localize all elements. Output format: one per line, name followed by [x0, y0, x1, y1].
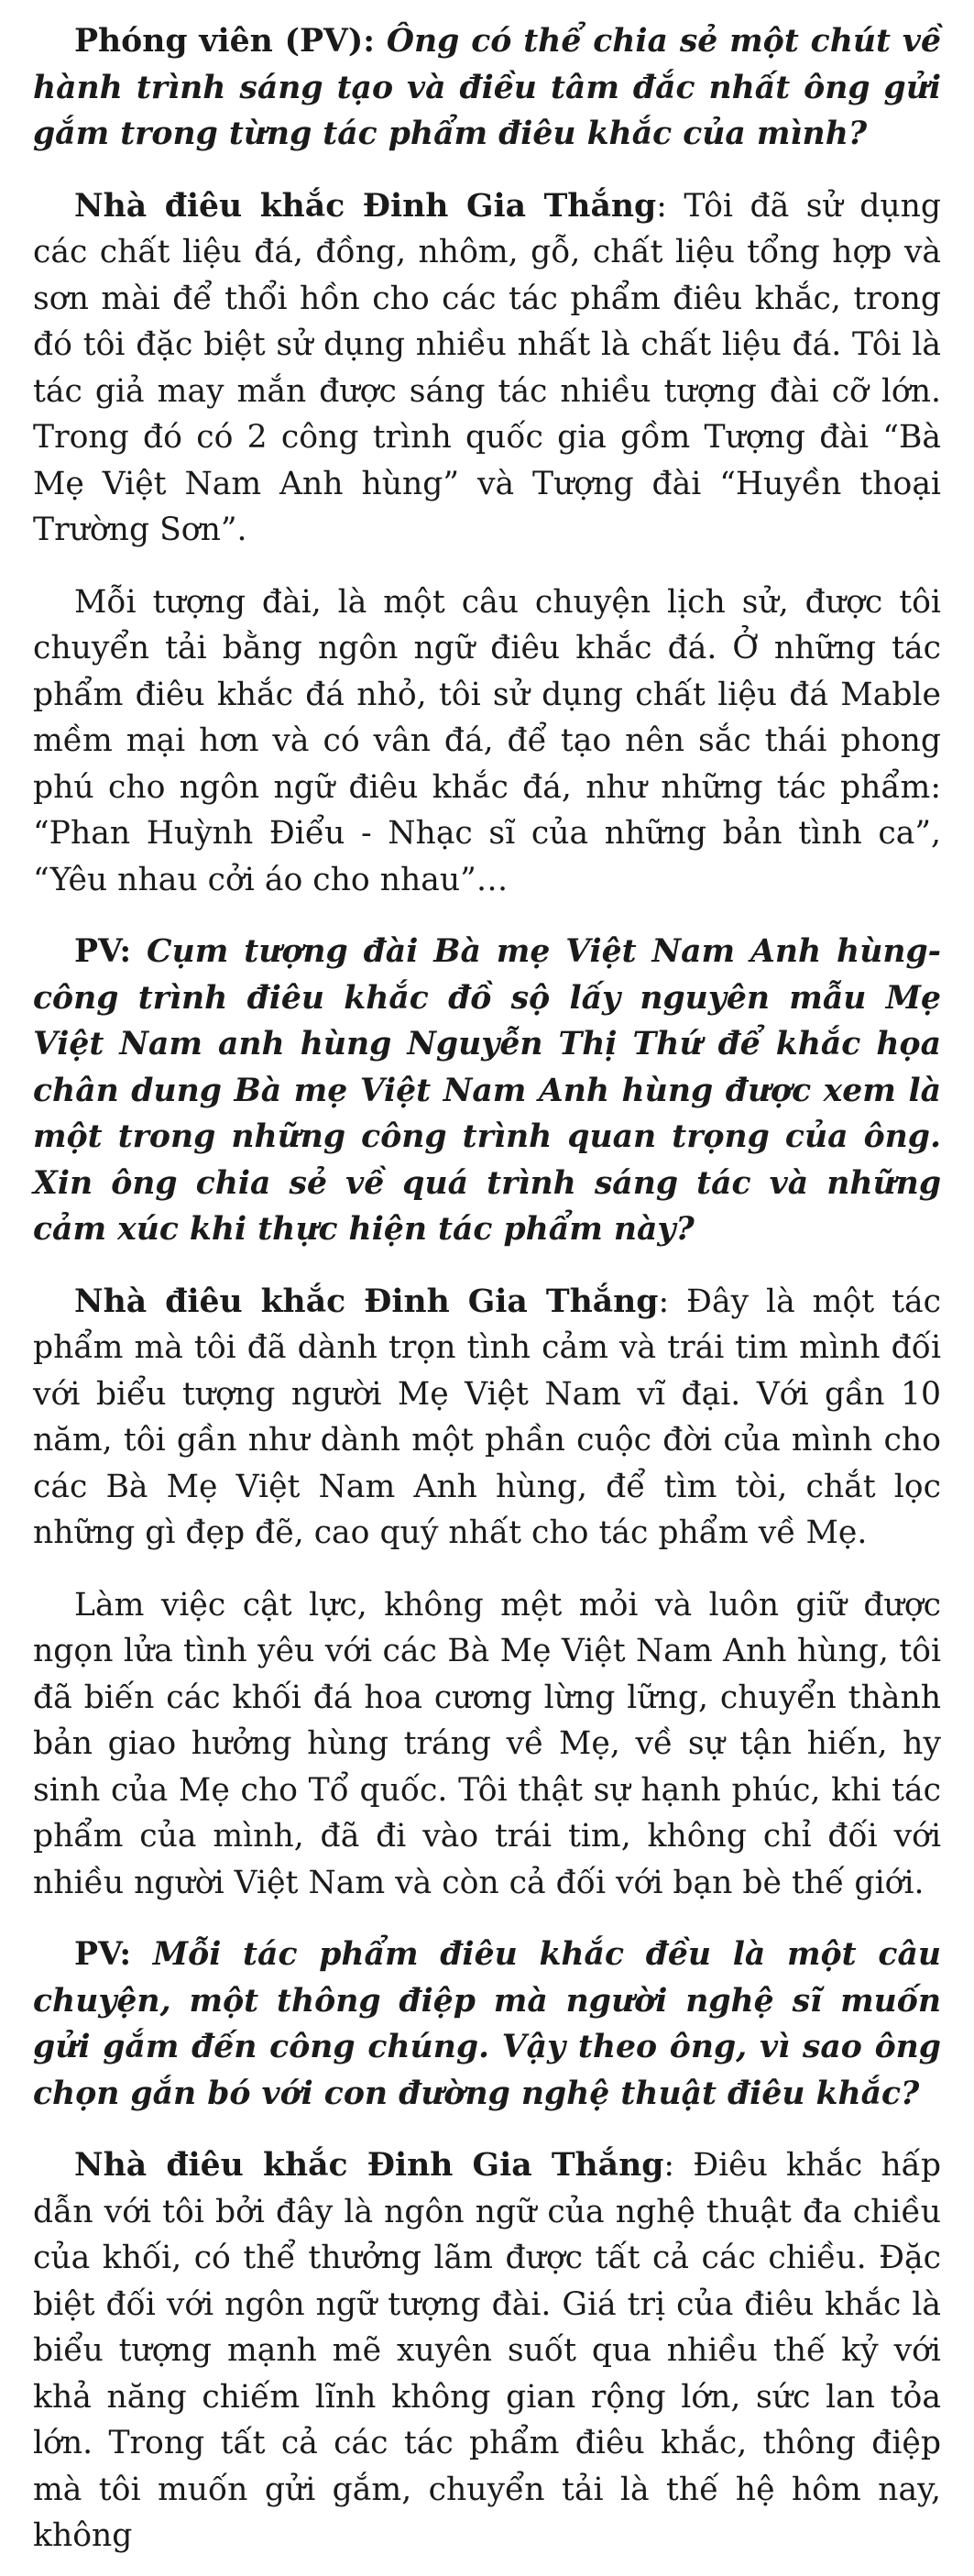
- question-paragraph: [33, 1932, 941, 2117]
- question-paragraph: [33, 929, 941, 1253]
- speaker-separator: :: [119, 933, 148, 970]
- speaker-separator: :: [663, 2147, 694, 2184]
- speaker-separator: :: [656, 187, 684, 225]
- speaker-label: Nhà điêu khắc Đinh Gia Thắng: [74, 187, 657, 225]
- speaker-label: Nhà điêu khắc Đinh Gia Thắng: [74, 1282, 659, 1320]
- question-text: Ông có thể chia sẻ một chút về hành trình sáng tạo và điều tâm đắc nhất ông gửi gắm trong từng tác phẩm điêu khắc của mình?: [33, 23, 941, 152]
- speaker-label: Nhà điêu khắc Đinh Gia Thắng: [74, 2147, 664, 2184]
- body-paragraph: [33, 1582, 941, 1907]
- question-text: Mỗi tác phẩm điêu khắc đều là một câu chuyện, một thông điệp mà người nghệ sĩ muốn gửi gắm đến công chúng. Vậy theo ông, vì sao ông chọn gắn bó với con đường nghệ thuật điêu khắc?: [33, 1936, 941, 2112]
- answer-text: Điêu khắc hấp dẫn với tôi bởi đây là ngôn ngữ của nghệ thuật đa chiều của khối, có thể thưởng lãm được tất cả các chiều. Đặc biệt đối với ngôn ngữ tượng đài. Giá trị của điêu khắc là biểu tượng mạnh mẽ xuyên suốt qua nhiều thế kỷ với khả năng chiếm lĩnh không gian rộng lớn, sức lan tỏa lớn. Trong tất cả các tác phẩm điêu khắc, thông điệp mà tôi muốn gửi gắm, chuyển tải là thế hệ hôm nay, không: [33, 2147, 942, 2554]
- paragraph-text: Mỗi tượng đài, là một câu chuyện lịch sử, được tôi chuyển tải bằng ngôn ngữ điêu khắc đá. Ở những tác phẩm điêu khắc đá nhỏ, tôi sử dụng chất liệu đá Mable mềm mại hơn và có vân đá, để tạo nên sắc thái phong phú cho ngôn ngữ điêu khắc đá, như những tác phẩm: “Phan Huỳnh Điểu - Nhạc sĩ của những bản tình ca”, “Yêu nhau cởi áo cho nhau”…: [33, 583, 941, 898]
- answer-paragraph: [33, 1279, 941, 1557]
- speaker-separator: :: [119, 1936, 153, 1973]
- paragraph-text: Làm việc cật lực, không mệt mỏi và luôn giữ được ngọn lửa tình yêu với các Bà Mẹ Việt Nam Anh hùng, tôi đã biến các khối đá hoa cương lừng lững, chuyển thành bản giao hưởng hùng tráng về Mẹ, về sự tận hiến, hy sinh của Mẹ cho Tổ quốc. Tôi thật sự hạnh phúc, khi tác phẩm của mình, đã đi vào trái tim, không chỉ đối với nhiều người Việt Nam và còn cả đối với bạn bè thế giới.: [33, 1586, 941, 1901]
- answer-paragraph: [33, 183, 941, 554]
- speaker-label: PV: [74, 1936, 120, 1973]
- body-paragraph: [33, 579, 941, 904]
- question-paragraph: [33, 18, 941, 158]
- speaker-separator: :: [363, 23, 387, 60]
- speaker-label: PV: [74, 933, 120, 970]
- answer-paragraph: [33, 2142, 941, 2559]
- answer-text: Tôi đã sử dụng các chất liệu đá, đồng, nhôm, gỗ, chất liệu tổng hợp và sơn mài để thổi hồn cho các tác phẩm điêu khắc, trong đó tôi đặc biệt sử dụng nhiều nhất là chất liệu đá. Tôi là tác giả may mắn được sáng tác nhiều tượng đài cỡ lớn. Trong đó có 2 công trình quốc gia gồm Tượng đài “Bà Mẹ Việt Nam Anh hùng” và Tượng đài “Huyền thoại Trường Sơn”.: [33, 187, 942, 548]
- speaker-separator: :: [658, 1282, 687, 1320]
- question-text: Cụm tượng đài Bà mẹ Việt Nam Anh hùng-công trình điêu khắc đồ sộ lấy nguyên mẫu Mẹ Việt Nam anh hùng Nguyễn Thị Thứ để khắc họa chân dung Bà mẹ Việt Nam Anh hùng được xem là một trong những công trình quan trọng của ông. Xin ông chia sẻ về quá trình sáng tác và những cảm xúc khi thực hiện tác phẩm này?: [33, 933, 942, 1248]
- speaker-label: Phóng viên (PV): [74, 23, 364, 60]
- answer-text: Đây là một tác phẩm mà tôi đã dành trọn tình cảm và trái tim mình đối với biểu tượng người Mẹ Việt Nam vĩ đại. Với gần 10 năm, tôi gần như dành một phần cuộc đời của mình cho các Bà Mẹ Việt Nam Anh hùng, để tìm tòi, chắt lọc những gì đẹp đẽ, cao quý nhất cho tác phẩm về Mẹ.: [33, 1282, 941, 1551]
